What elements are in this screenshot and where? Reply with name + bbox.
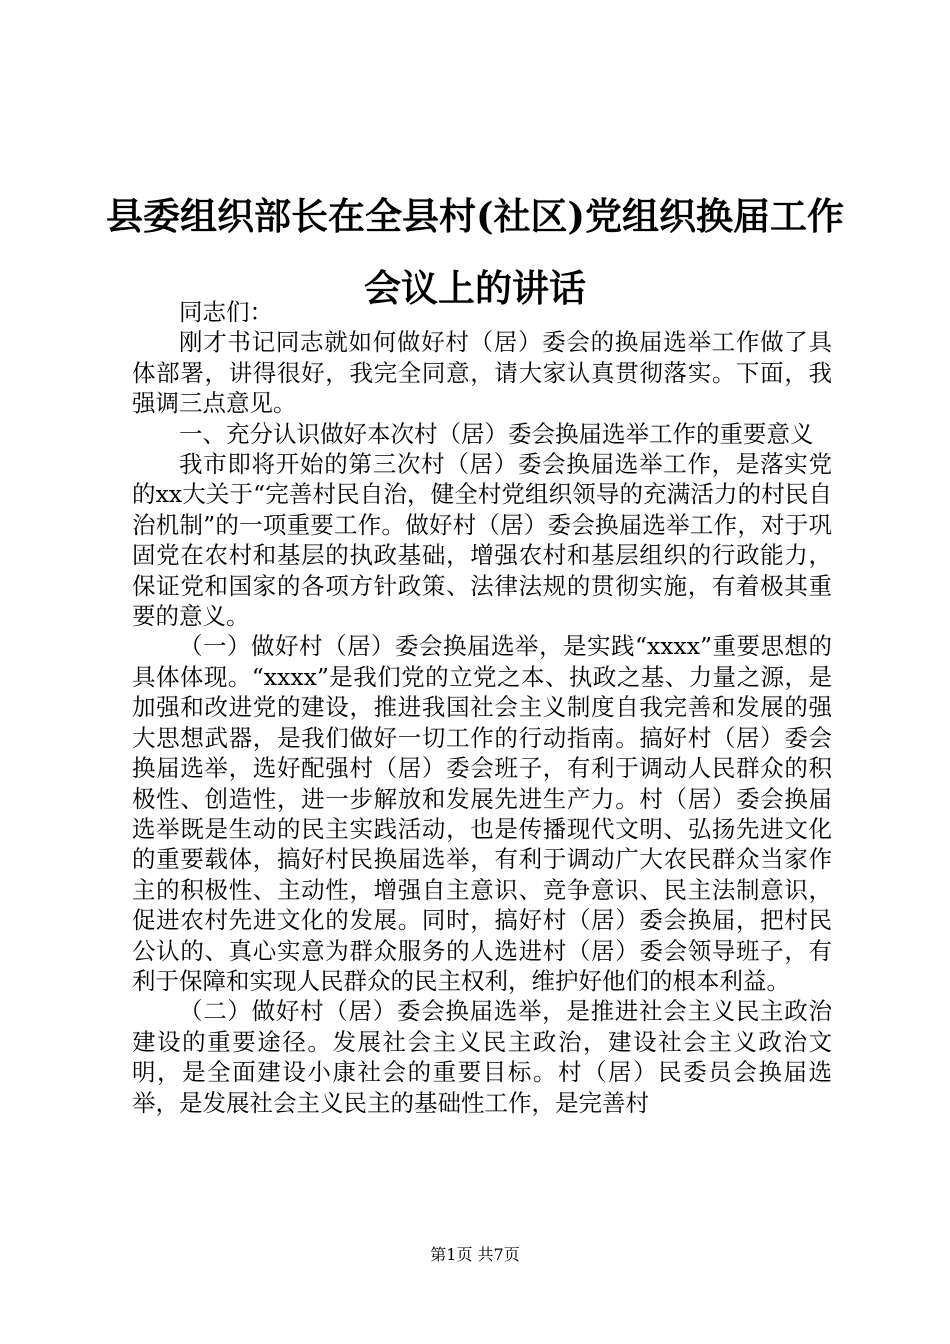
paragraph: 我市即将开始的第三次村（居）委会换届选举工作，是落实党的xx大关于“完善村民自治，健全村党组织领导的充满活力的村民自治机制”的一项重要工作。做好村（居）委会换届选举工作，对于巩固党在农村和基层的执政基础，增强农村和基层组织的行政能力，保证党和国家的各项方针政策、法律法规的贯彻实施，有着极其重要的意义。 <box>132 450 832 631</box>
salutation: 同志们： <box>179 298 273 326</box>
document-title: 县委组织部长在全县村(社区)党组织换届工作会议上的讲话 <box>105 194 844 310</box>
page-footer: 第1页 共7页 <box>430 1245 520 1264</box>
paragraph: （一）做好村（居）委会换届选举，是实践“xxxx”重要思想的具体体现。“xxxx”是我们党的立党之本、执政之基、力量之源，是加强和改进党的建设，推进我国社会主义制度自我完善和发展的强大思想武器，是我们做好一切工作的行动指南。搞好村（居）委会换届选举，选好配强村（居）委会班子，有利于调动人民群众的积极性、创造性，进一步解放和发展先进生产力。村（居）委会换届选举既是生动的民主实践活动，也是传播现代文明、弘扬先进文化的重要载体，搞好村民换届选举，有利于调动广大农民群众当家作主的积极性、主动性，增强自主意识、竞争意识、民主法制意识，促进农村先进文化的发展。同时，搞好村（居）委会换届，把村民公认的、真心实意为群众服务的人选进村（居）委会领导班子，有利于保障和实现人民群众的民主权利，维护好他们的根本利益。 <box>132 632 832 995</box>
paragraph: （二）做好村（居）委会换届选举，是推进社会主义民主政治建设的重要途径。发展社会主义民主政治，建设社会主义政治文明，是全面建设小康社会的重要目标。村（居）民委员会换届选举，是发展社会主义民主的基础性工作，是完善村 <box>132 997 832 1117</box>
paragraph: 刚才书记同志就如何做好村（居）委会的换届选举工作做了具体部署，讲得很好，我完全同意，请大家认真贯彻落实。下面，我强调三点意见。 <box>132 328 832 418</box>
document-body <box>132 297 832 1118</box>
section-heading: 一、充分认识做好本次村（居）委会换届选举工作的重要意义 <box>179 419 814 448</box>
